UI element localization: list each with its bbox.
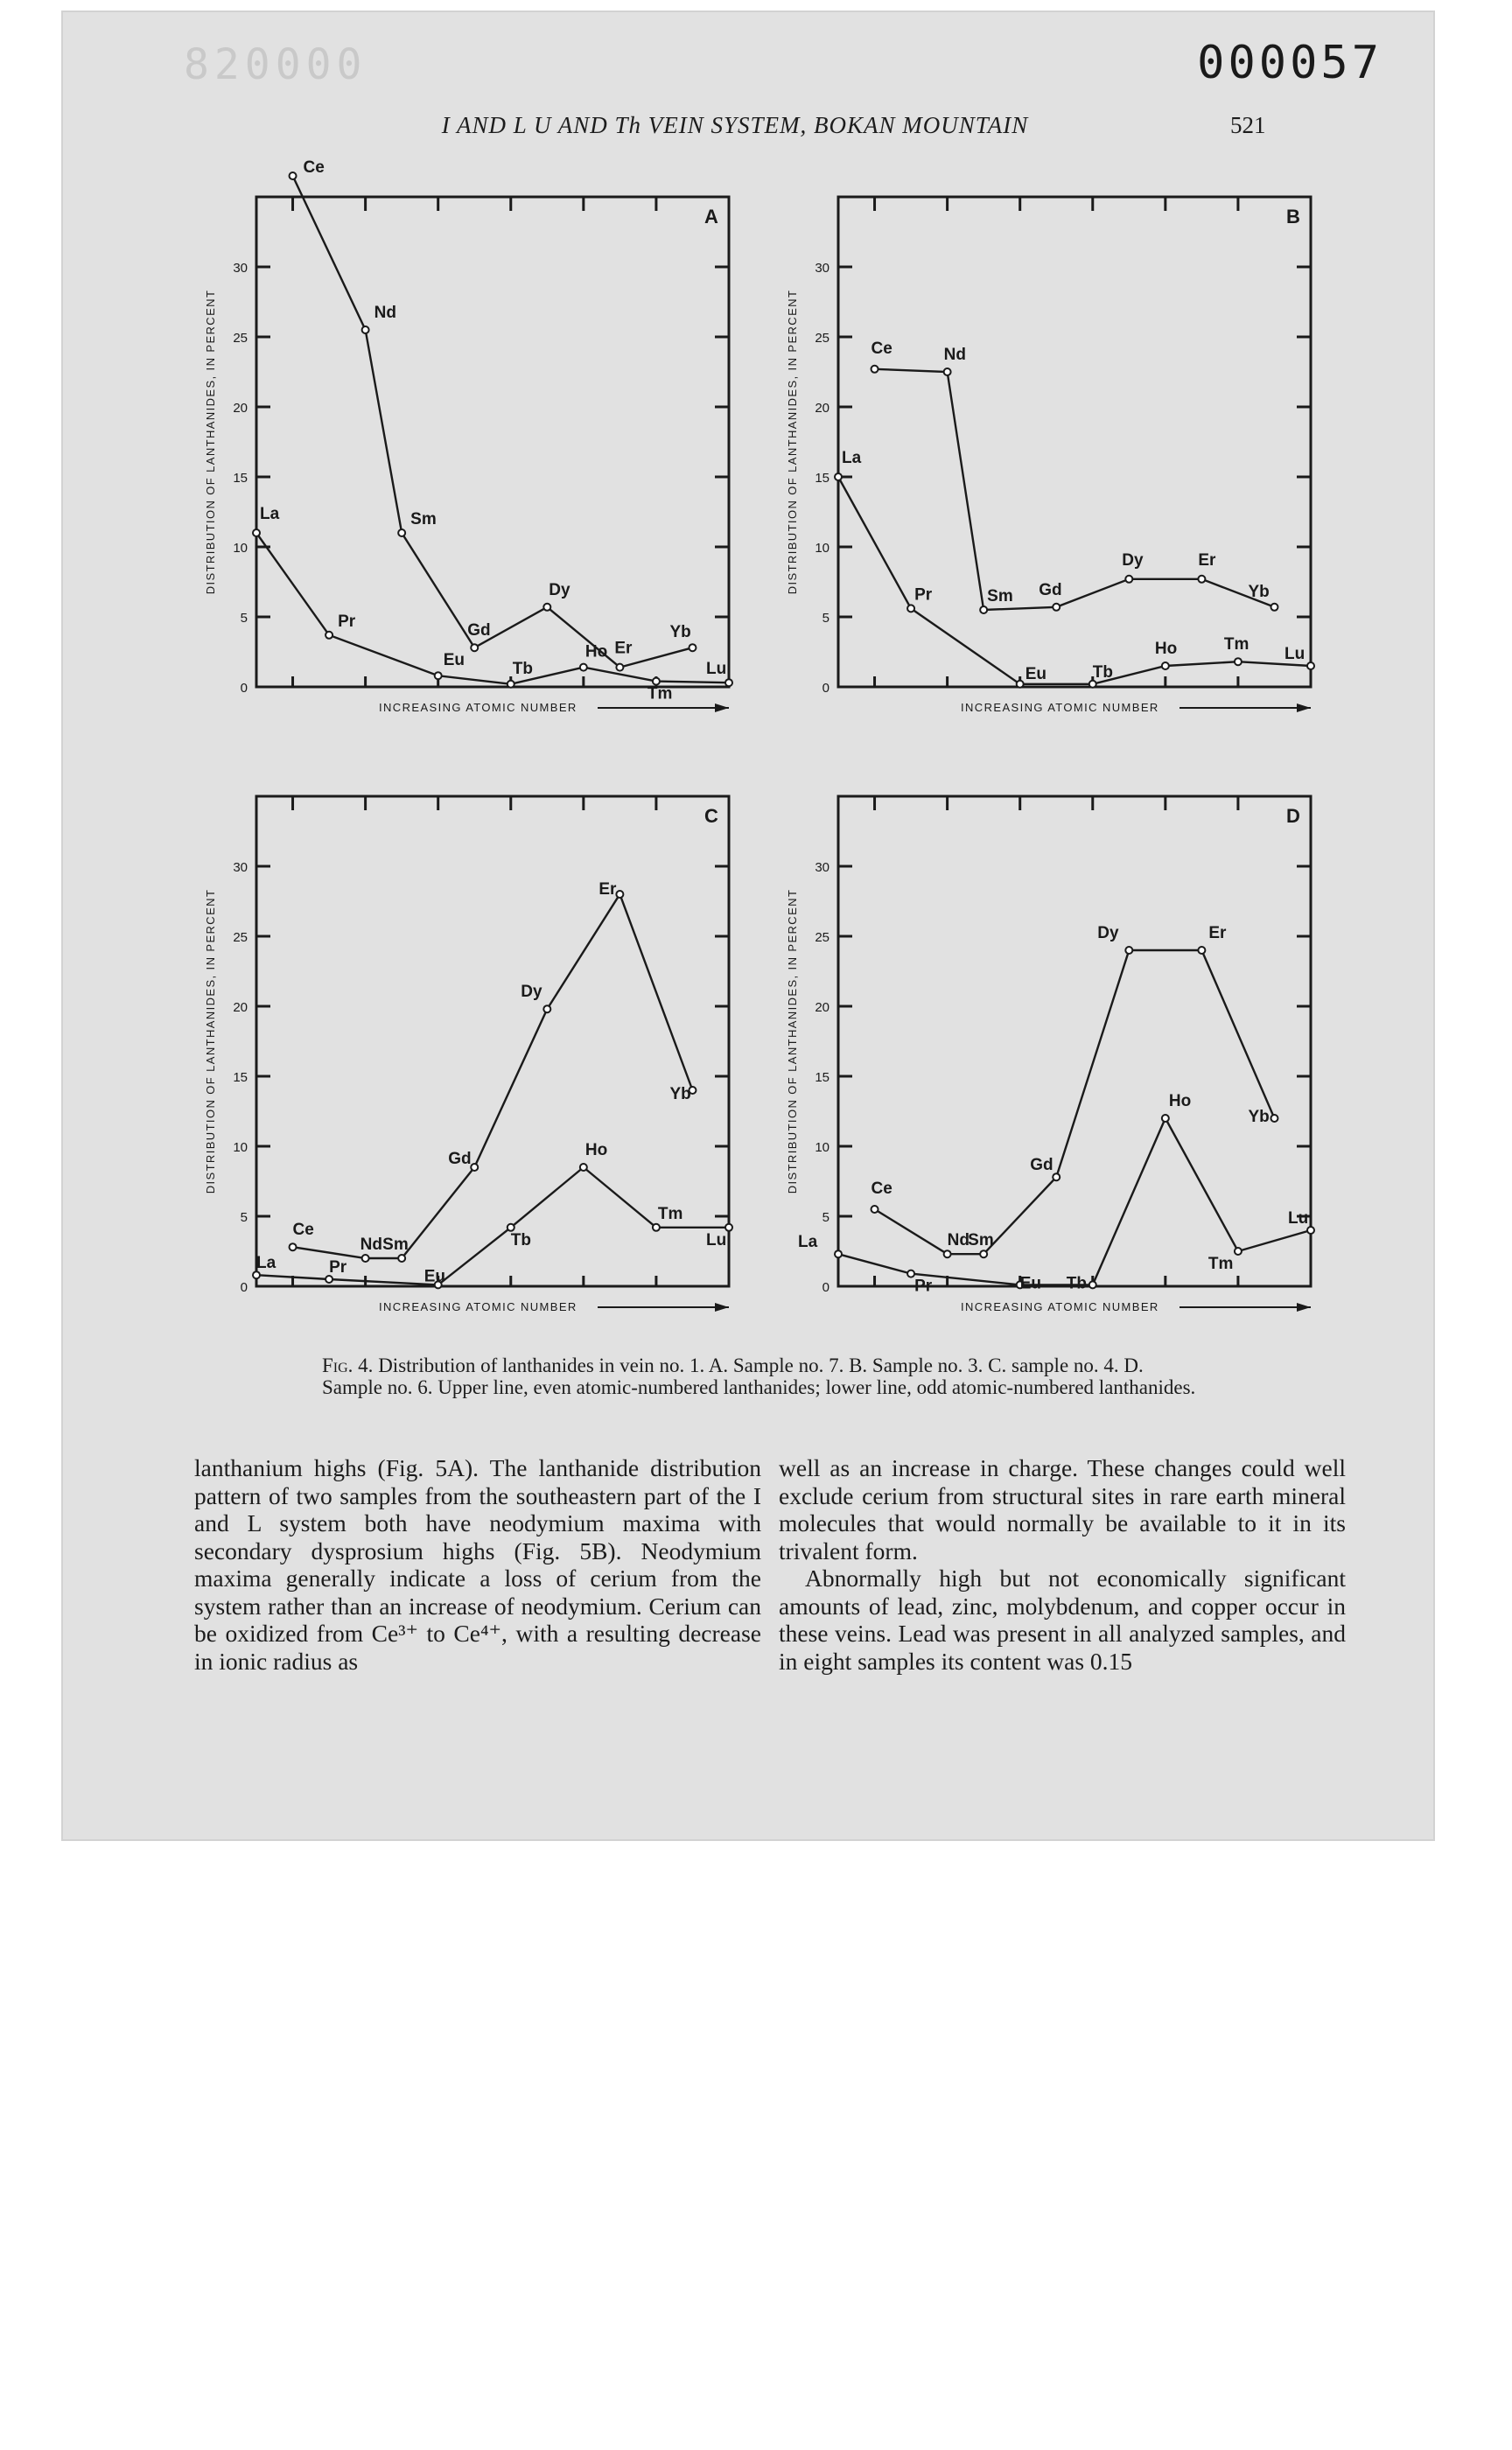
y-tick-label: 10 [233,541,248,556]
data-point-ce [872,1206,878,1213]
data-point-la [253,1271,260,1278]
panel-letter: B [1286,206,1300,228]
y-tick-label: 10 [815,1140,830,1155]
data-point-nd [362,1255,369,1262]
y-tick-label: 20 [815,401,830,416]
point-label-la: La [256,1254,276,1273]
data-point-pr [907,605,914,612]
point-label-tm: Tm [1223,635,1250,654]
data-point-yb [1270,604,1278,611]
data-point-dy [1125,576,1132,583]
series-line-odd [256,533,729,684]
x-axis-arrowhead [715,1303,729,1312]
data-point-lu [725,1224,732,1231]
point-label-eu: Eu [443,651,465,670]
x-axis-arrowhead [1297,1303,1311,1312]
data-point-la [835,473,842,480]
body-paragraph: lanthanium highs (Fig. 5A). The lanthanide distribution pattern of two samples from the southeastern part of the I and L system both have neodymium maxima with secondary dysprosium highs (Fig. 5B). Neodymium maxima generally indicate a loss of cerium from the system rather than an increase of neodymium. Cerium can be oxidized from Ce³⁺ to Ce⁴⁺, with a resulting decrease in ionic radius as [194,1454,761,1675]
plot-frame [838,796,1311,1286]
point-label-tm: Tm [647,684,673,704]
point-label-tm: Tm [657,1204,683,1223]
chart-panel-a [179,158,757,748]
data-point-pr [326,632,332,639]
point-label-ho: Ho [584,1141,608,1159]
point-label-ce: Ce [303,158,325,177]
point-label-lu: Lu [706,660,727,679]
point-label-tb: Tb [510,1230,531,1250]
point-label-gd: Gd [467,621,491,640]
data-point-tb [1089,681,1096,688]
point-label-nd: Nd [374,304,396,322]
series-line-even [875,369,1275,610]
point-label-la: La [798,1233,818,1252]
data-point-yb [1270,1115,1278,1122]
point-label-la: La [842,449,862,467]
figure-caption [322,1354,1197,1398]
data-point-tb [508,1224,514,1231]
data-point-la [835,1250,842,1257]
faint-stamp-number: 820000 [184,40,368,89]
point-label-ce: Ce [292,1221,314,1240]
x-axis-label: INCREASING ATOMIC NUMBER [379,701,578,714]
data-point-nd [944,368,951,375]
data-point-dy [543,1005,550,1012]
y-tick-label: 5 [822,1210,830,1225]
point-label-yb: Yb [1248,582,1270,601]
data-point-ho [580,1164,587,1171]
point-label-tb: Tb [512,659,533,678]
point-label-tb: Tb [1092,662,1113,682]
y-axis-label: DISTRIBUTION OF LANTHANIDES, IN PERCENT [204,289,217,595]
chart-panel-b [761,171,1339,748]
point-label-pr: Pr [338,612,356,631]
series-line-odd [838,1118,1311,1284]
data-point-eu [435,672,442,679]
plot-frame [256,197,729,687]
point-label-lu: Lu [706,1230,727,1250]
y-tick-label: 0 [240,681,248,696]
data-point-yb [689,644,696,651]
point-label-gd: Gd [1030,1156,1054,1175]
point-label-ho: Ho [1154,640,1178,658]
point-label-pr: Pr [914,585,933,605]
y-tick-label: 15 [233,471,248,486]
data-point-tm [653,678,660,685]
point-label-tm: Tm [1208,1255,1234,1273]
point-label-er: Er [1198,550,1216,570]
y-tick-label: 25 [233,331,248,346]
data-point-er [616,664,623,671]
figure-caption-text: Distribution of lanthanides in vein no. 1. A. Sample no. 7. B. Sample no. 3. C. sample no. 4. D. Sample no. 6. Upper line, even atomic-numbered lanthanides; lower line, odd atomic-numbered lanthanides. [322,1354,1196,1398]
data-point-dy [1125,947,1132,954]
data-point-ce [290,1243,297,1250]
y-tick-label: 5 [822,611,830,626]
data-point-er [1198,576,1205,583]
y-tick-label: 0 [822,1280,830,1295]
point-label-gd: Gd [448,1150,472,1168]
point-label-lu: Lu [1288,1209,1309,1228]
y-tick-label: 15 [233,1070,248,1085]
y-tick-label: 10 [233,1140,248,1155]
point-label-yb: Yb [1248,1108,1270,1126]
x-axis-arrowhead [715,704,729,712]
point-label-nd: Nd [943,346,966,364]
x-axis-arrowhead [1297,704,1311,712]
data-point-pr [907,1270,914,1278]
y-tick-label: 20 [815,1000,830,1015]
point-label-er: Er [598,880,617,899]
panel-letter: C [704,805,718,827]
point-label-nd: Nd [947,1231,970,1250]
y-tick-label: 20 [233,1000,248,1015]
y-axis-label: DISTRIBUTION OF LANTHANIDES, IN PERCENT [204,888,217,1194]
data-point-tm [653,1224,660,1231]
data-point-sm [980,1250,987,1257]
data-point-lu [725,679,732,686]
x-axis-label: INCREASING ATOMIC NUMBER [379,1300,578,1313]
y-tick-label: 25 [815,930,830,945]
data-point-gd [1053,1173,1060,1180]
x-axis-label: INCREASING ATOMIC NUMBER [961,701,1159,714]
panel-letter: D [1286,805,1300,827]
point-label-gd: Gd [1039,580,1062,599]
data-point-tb [508,681,514,688]
y-tick-label: 0 [822,681,830,696]
y-axis-label: DISTRIBUTION OF LANTHANIDES, IN PERCENT [786,289,799,595]
y-tick-label: 25 [815,331,830,346]
point-label-eu: Eu [1025,664,1046,683]
data-point-tm [1235,658,1242,665]
data-point-eu [1017,681,1024,688]
series-line-even [293,176,693,668]
point-label-dy: Dy [1097,924,1119,942]
y-tick-label: 30 [815,261,830,276]
point-label-ho: Ho [584,642,608,662]
point-label-eu: Eu [1019,1274,1041,1293]
data-point-gd [471,644,478,651]
figure-label: Fig. 4. [322,1354,374,1376]
point-label-eu: Eu [424,1267,445,1286]
data-point-nd [362,326,369,333]
chart-panel-c [179,770,757,1348]
running-head: I AND L U AND Th VEIN SYSTEM, BOKAN MOUNTAIN [441,112,1029,138]
data-point-lu [1307,1227,1314,1234]
y-tick-label: 0 [240,1280,248,1295]
data-point-gd [1053,604,1060,611]
point-label-sm: Sm [987,587,1013,606]
data-point-tm [1235,1248,1242,1255]
y-axis-label: DISTRIBUTION OF LANTHANIDES, IN PERCENT [786,888,799,1194]
data-point-ho [580,664,587,671]
chart-panel-d [761,770,1339,1348]
data-point-dy [543,604,550,611]
data-point-lu [1307,662,1314,669]
y-tick-label: 10 [815,541,830,556]
data-point-gd [471,1164,478,1171]
point-label-la: La [260,505,280,523]
data-point-ce [290,172,297,179]
data-point-er [1198,947,1205,954]
point-label-ce: Ce [871,339,892,358]
page-number: 521 [1230,112,1266,138]
data-point-ho [1162,1115,1169,1122]
y-tick-label: 5 [240,1210,248,1225]
point-label-ho: Ho [1168,1092,1192,1110]
point-label-sm: Sm [382,1236,409,1254]
data-point-sm [398,1255,405,1262]
stamp-number: 000057 [1197,37,1382,89]
data-point-ce [872,366,878,373]
y-tick-label: 30 [815,860,830,875]
point-label-nd: Nd [360,1236,382,1254]
y-tick-label: 5 [240,611,248,626]
point-label-ce: Ce [871,1180,892,1198]
data-point-tb [1089,1281,1096,1288]
data-point-ho [1162,662,1169,669]
y-tick-label: 25 [233,930,248,945]
point-label-lu: Lu [1284,645,1306,663]
data-point-sm [980,606,987,613]
data-point-pr [326,1276,332,1283]
point-label-sm: Sm [410,510,437,528]
y-tick-label: 30 [233,860,248,875]
body-column-left [194,1454,761,1675]
data-point-sm [398,529,405,536]
point-label-sm: Sm [968,1231,994,1250]
y-tick-label: 30 [233,261,248,276]
y-tick-label: 15 [815,471,830,486]
y-tick-label: 20 [233,401,248,416]
data-point-nd [944,1250,951,1257]
point-label-yb: Yb [669,623,691,642]
data-point-la [253,529,260,536]
point-label-pr: Pr [329,1258,347,1277]
body-paragraph: Abnormally high but not economically significant amounts of lead, zinc, molybdenum, and copper occur in these veins. Lead was present in all analyzed samples, and in eight samples its content was 0.15 [779,1564,1346,1675]
panel-letter: A [704,206,718,228]
point-label-er: Er [1208,924,1227,942]
data-point-er [616,891,623,898]
point-label-dy: Dy [549,580,570,599]
point-label-yb: Yb [669,1085,691,1103]
point-label-dy: Dy [521,983,542,1002]
point-label-dy: Dy [1122,550,1144,570]
point-label-er: Er [614,639,633,658]
body-paragraph: well as an increase in charge. These changes could well exclude cerium from structural sites in rare earth mineral molecules that would normally be available to it in its trivalent form. [779,1454,1346,1564]
x-axis-label: INCREASING ATOMIC NUMBER [961,1300,1159,1313]
plot-frame [838,197,1311,687]
y-tick-label: 15 [815,1070,830,1085]
series-line-even [293,894,693,1258]
point-label-pr: Pr [914,1277,933,1296]
point-label-tb: Tb [1066,1274,1087,1293]
body-column-right [779,1454,1346,1675]
